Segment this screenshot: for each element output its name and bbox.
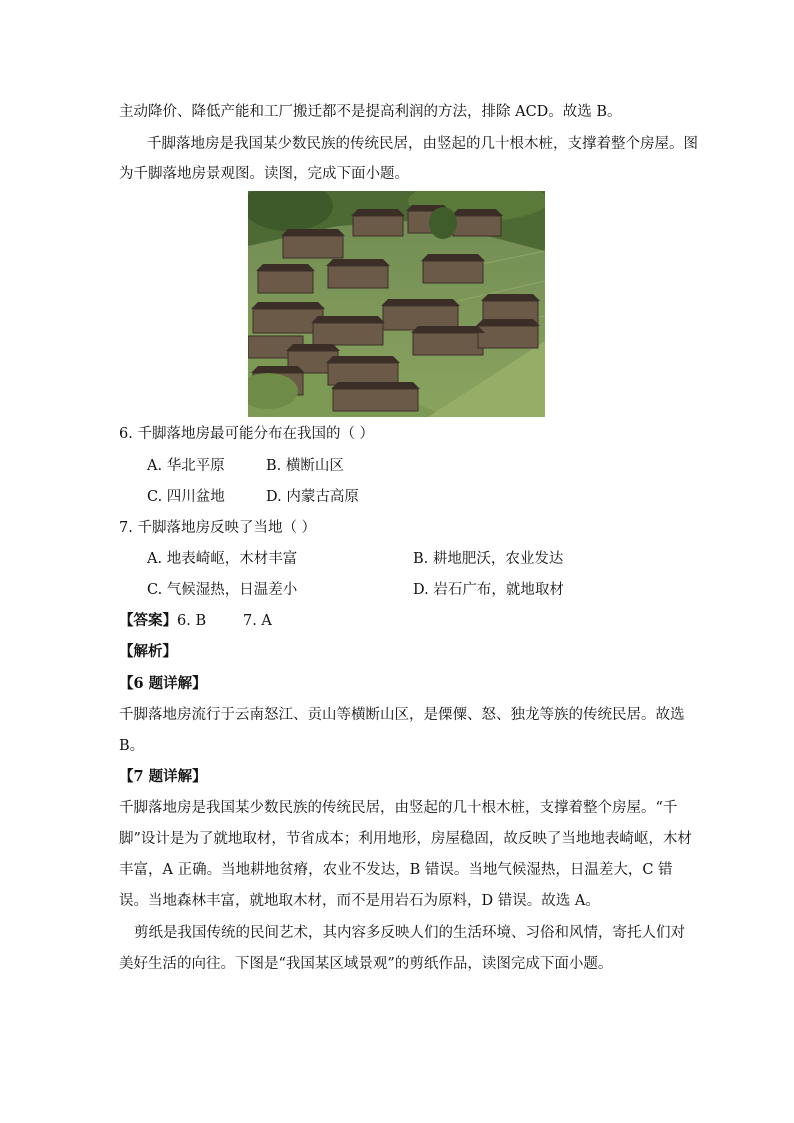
q7-explanation-line-1: 千脚落地房是我国某少数民族的传统民居，由竖起的几十根木桩，支撑着整个房屋。“千 xyxy=(119,800,678,816)
question-7-option-c: C. 气候湿热，日温差小 xyxy=(147,582,298,598)
question-7-stem: 7. 千脚落地房反映了当地（ ） xyxy=(119,520,317,536)
question-7-option-d: D. 岩石广布，就地取材 xyxy=(413,582,564,598)
intro-paragraph-line-1: 千脚落地房是我国某少数民族的传统民居，由竖起的几十根木桩，支撑着整个房屋。图 xyxy=(147,136,698,152)
q7-explanation-heading: 【7 题详解】 xyxy=(119,768,207,785)
q6-explanation-line-2: B。 xyxy=(119,738,145,754)
q7-explanation-line-2: 脚”设计是为了就地取材，节省成本；利用地形，房屋稳固，故反映了当地地表崎岖，木材 xyxy=(119,831,692,847)
question-7-option-a: A. 地表崎岖，木材丰富 xyxy=(147,551,298,567)
question-6-option-b: B. 横断山区 xyxy=(266,458,344,474)
question-6-option-c: C. 四川盆地 xyxy=(147,489,225,505)
intro-paragraph-line-2: 为千脚落地房景观图。读图，完成下面小题。 xyxy=(119,166,409,182)
stilt-houses-photo xyxy=(248,191,545,417)
analysis-label: 【解析】 xyxy=(119,643,177,660)
question-7-option-b: B. 耕地肥沃，农业发达 xyxy=(413,551,564,567)
question-6-option-d: D. 内蒙古高原 xyxy=(266,489,359,505)
q7-explanation-line-3: 丰富，A 正确。当地耕地贫瘠，农业不发达，B 错误。当地气候湿热，日温差大，C 错 xyxy=(119,862,673,878)
answer-label: 【答案】 xyxy=(119,612,177,629)
question-6-option-a: A. 华北平原 xyxy=(147,458,225,474)
q7-explanation-line-4: 误。当地森林丰富，就地取木材，而不是用岩石为原料，D 错误。故选 A。 xyxy=(119,893,600,909)
next-intro-line-1: 剪纸是我国传统的民间艺术，其内容多反映人们的生活环境、习俗和风情，寄托人们对 xyxy=(134,925,685,941)
text-line-1: 主动降价、降低产能和工厂搬迁都不是提高利润的方法，排除 ACD。故选 B。 xyxy=(119,104,622,120)
answer-text: 6. B 7. A xyxy=(177,613,272,629)
answer-line xyxy=(119,611,272,631)
q6-explanation-heading: 【6 题详解】 xyxy=(119,675,207,692)
question-6-stem: 6. 千脚落地房最可能分布在我国的（ ） xyxy=(119,426,375,442)
q6-explanation-line-1: 千脚落地房流行于云南怒江、贡山等横断山区，是傈僳、怒、独龙等族的传统民居。故选 xyxy=(119,707,685,723)
next-intro-line-2: 美好生活的向往。下图是“我国某区域景观”的剪纸作品，读图完成下面小题。 xyxy=(119,956,613,972)
